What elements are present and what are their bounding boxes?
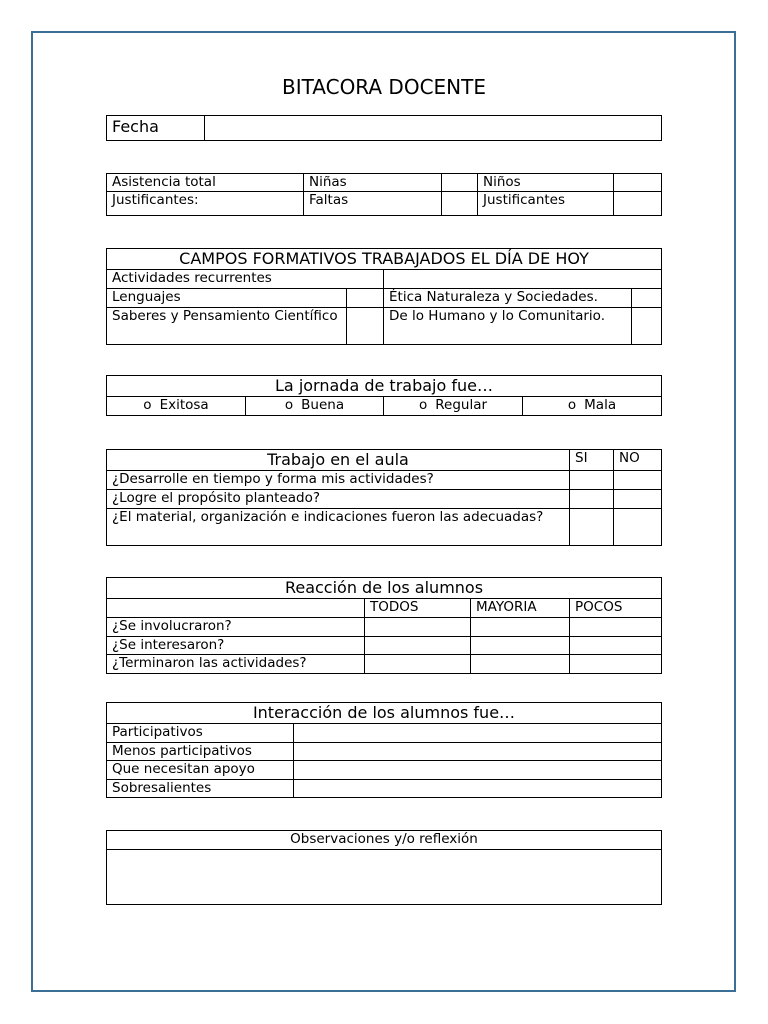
- trabajo-table: [106, 449, 662, 546]
- pocos-header: POCOS: [570, 599, 662, 618]
- trabajo-q2-si[interactable]: [570, 490, 614, 509]
- reaccion-question-2: ¿Se interesaron?: [107, 637, 365, 655]
- etica-label: Ética Naturaleza y Sociedades.: [384, 289, 632, 308]
- trabajo-q3-si[interactable]: [570, 509, 614, 546]
- reaccion-q1-mayoria[interactable]: [471, 618, 570, 637]
- option-regular[interactable]: [384, 397, 523, 416]
- trabajo-q1-no[interactable]: [614, 471, 662, 490]
- trabajo-question-3: ¿El material, organización e indicaciones fueron las adecuadas?: [107, 509, 570, 546]
- reaccion-q3-pocos[interactable]: [570, 655, 662, 674]
- option-exitosa-label: Exitosa: [159, 397, 209, 413]
- jornada-header: La jornada de trabajo fue…: [107, 376, 662, 397]
- reaccion-table: [106, 577, 662, 674]
- reaccion-header: Reacción de los alumnos: [107, 578, 662, 599]
- menos-participativos-field[interactable]: [294, 743, 662, 761]
- etica-check[interactable]: [632, 289, 662, 308]
- fecha-table: [106, 115, 662, 141]
- reaccion-q2-mayoria[interactable]: [471, 637, 570, 655]
- justificantes-count-label: Justificantes: [478, 192, 614, 216]
- trabajo-header: Trabajo en el aula: [107, 450, 570, 471]
- trabajo-question-1: ¿Desarrolle en tiempo y forma mis actividades?: [107, 471, 570, 490]
- reaccion-q2-pocos[interactable]: [570, 637, 662, 655]
- option-buena[interactable]: [246, 397, 384, 416]
- participativos-label: Participativos: [107, 724, 294, 743]
- todos-header: TODOS: [365, 599, 471, 618]
- si-header: SI: [570, 450, 614, 471]
- humano-label: De lo Humano y lo Comunitario.: [384, 308, 632, 345]
- observaciones-field[interactable]: [107, 850, 662, 905]
- trabajo-q1-si[interactable]: [570, 471, 614, 490]
- reaccion-q2-todos[interactable]: [365, 637, 471, 655]
- reaccion-q1-todos[interactable]: [365, 618, 471, 637]
- trabajo-q2-no[interactable]: [614, 490, 662, 509]
- radio-bullet: o: [143, 397, 152, 413]
- reaccion-q1-pocos[interactable]: [570, 618, 662, 637]
- reaccion-question-3: ¿Terminaron las actividades?: [107, 655, 365, 674]
- observaciones-table: [106, 830, 662, 905]
- lenguajes-label: Lenguajes: [107, 289, 347, 308]
- fecha-label: Fecha: [107, 116, 205, 141]
- reaccion-question-1: ¿Se involucraron?: [107, 618, 365, 637]
- sobresalientes-label: Sobresalientes: [107, 780, 294, 798]
- faltas-label: Faltas: [304, 192, 442, 216]
- reaccion-q3-todos[interactable]: [365, 655, 471, 674]
- page-title: BITACORA DOCENTE: [281, 75, 486, 99]
- interaccion-header: Interacción de los alumnos fue…: [107, 703, 662, 724]
- option-regular-label: Regular: [435, 397, 488, 413]
- faltas-field[interactable]: [442, 192, 478, 216]
- lenguajes-check[interactable]: [347, 289, 384, 308]
- no-header: NO: [614, 450, 662, 471]
- necesitan-apoyo-label: Que necesitan apoyo: [107, 761, 294, 780]
- ninos-label: Niños: [478, 174, 614, 192]
- actividades-recurrentes-field[interactable]: [384, 270, 662, 289]
- asistencia-table: [106, 173, 662, 216]
- fecha-field[interactable]: [205, 116, 662, 141]
- campos-header: CAMPOS FORMATIVOS TRABAJADOS EL DÍA DE HOY: [107, 249, 662, 270]
- saberes-label: Saberes y Pensamiento Científico: [107, 308, 347, 345]
- justificantes-label: Justificantes:: [107, 192, 304, 216]
- campos-table: [106, 248, 662, 345]
- trabajo-question-2: ¿Logre el propósito planteado?: [107, 490, 570, 509]
- observaciones-header: Observaciones y/o reflexión: [107, 831, 662, 850]
- participativos-field[interactable]: [294, 724, 662, 743]
- option-mala[interactable]: [523, 397, 662, 416]
- mayoria-header: MAYORIA: [471, 599, 570, 618]
- trabajo-q3-no[interactable]: [614, 509, 662, 546]
- reaccion-q3-mayoria[interactable]: [471, 655, 570, 674]
- option-mala-label: Mala: [584, 397, 617, 413]
- radio-bullet: o: [567, 397, 577, 413]
- justificantes-field[interactable]: [614, 192, 662, 216]
- necesitan-apoyo-field[interactable]: [294, 761, 662, 780]
- option-buena-label: Buena: [301, 397, 345, 413]
- actividades-recurrentes-label: Actividades recurrentes: [107, 270, 384, 289]
- radio-bullet: o: [418, 397, 428, 413]
- interaccion-table: [106, 702, 662, 798]
- ninas-label: Niñas: [304, 174, 442, 192]
- reaccion-empty-cell: [107, 599, 365, 618]
- saberes-check[interactable]: [347, 308, 384, 345]
- menos-participativos-label: Menos participativos: [107, 743, 294, 761]
- humano-check[interactable]: [632, 308, 662, 345]
- asistencia-total-label: Asistencia total: [107, 174, 304, 192]
- jornada-table: [106, 375, 662, 416]
- ninas-field[interactable]: [442, 174, 478, 192]
- ninos-field[interactable]: [614, 174, 662, 192]
- radio-bullet: o: [284, 397, 294, 413]
- option-exitosa[interactable]: [107, 397, 246, 416]
- sobresalientes-field[interactable]: [294, 780, 662, 798]
